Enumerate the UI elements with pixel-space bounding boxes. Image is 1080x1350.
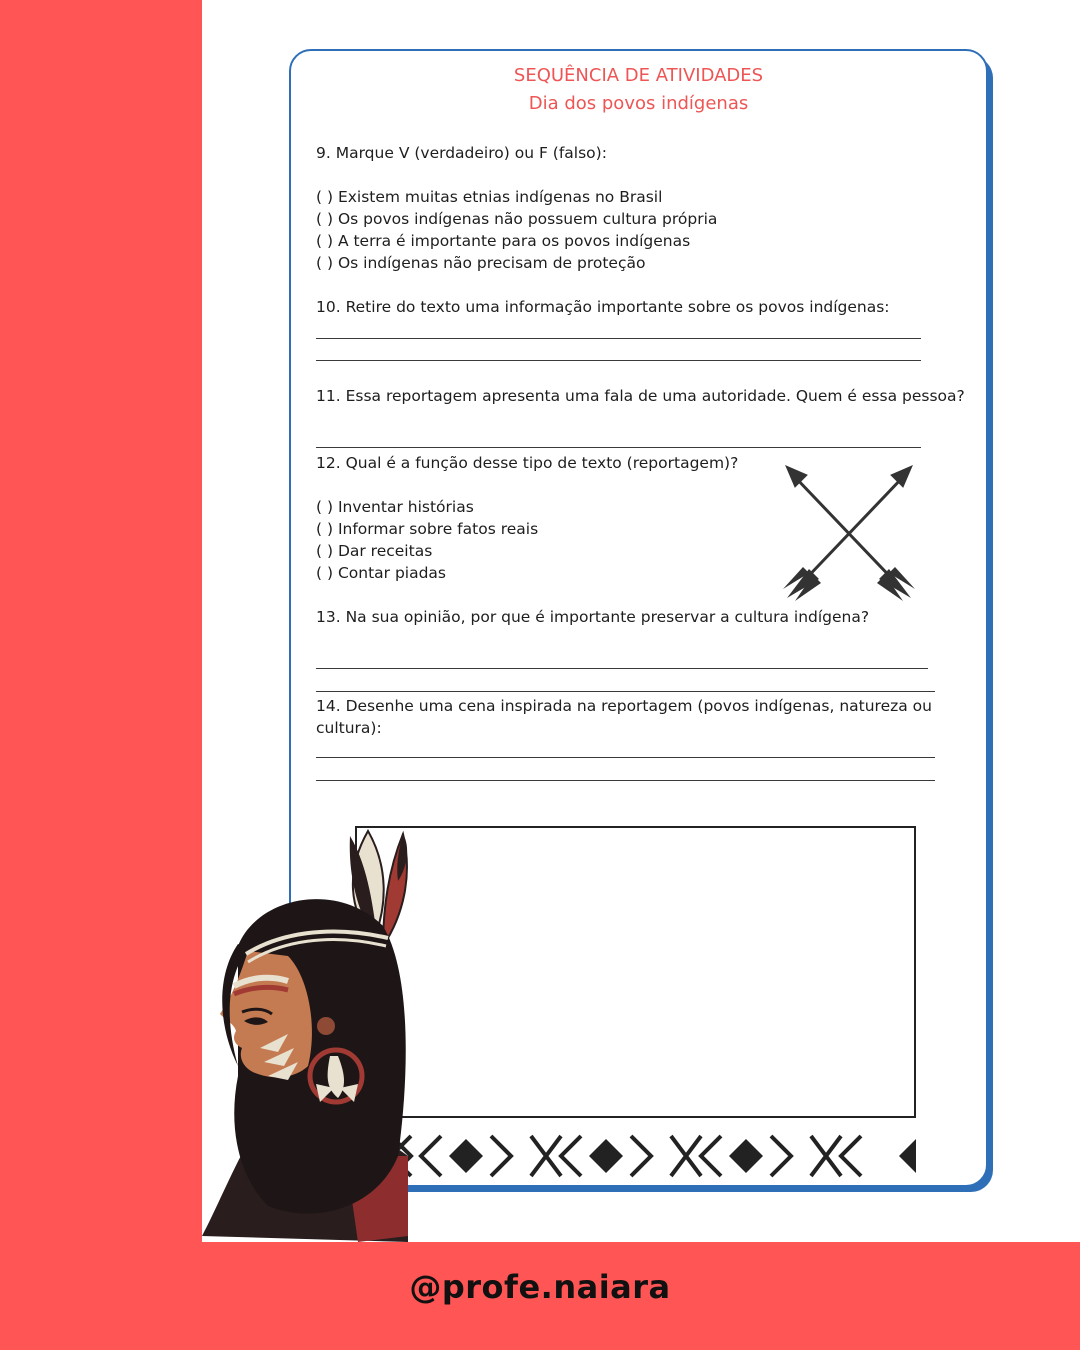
question-12-option: ( ) Inventar histórias — [316, 498, 474, 516]
answer-line[interactable] — [316, 757, 935, 758]
question-13-prompt: 13. Na sua opinião, por que é importante preservar a cultura indígena? — [316, 608, 870, 626]
question-10-prompt: 10. Retire do texto uma informação importante sobre os povos indígenas: — [316, 298, 890, 316]
question-14-prompt: 14. Desenhe uma cena inspirada na reportagem (povos indígenas, natureza ou cultura): — [316, 697, 932, 737]
indigenous-woman-illustration — [198, 826, 420, 1242]
question-11-prompt: 11. Essa reportagem apresenta uma fala de uma autoridade. Quem é essa pessoa? — [316, 387, 965, 405]
question-12-option: ( ) Informar sobre fatos reais — [316, 520, 539, 538]
question-9-prompt: 9. Marque V (verdadeiro) ou F (falso): — [316, 144, 607, 162]
drawing-area[interactable] — [355, 826, 916, 1118]
answer-line[interactable] — [316, 668, 928, 669]
crossed-arrows-icon — [779, 461, 919, 601]
question-12-option: ( ) Dar receitas — [316, 542, 433, 560]
tribal-pattern — [391, 1131, 916, 1181]
worksheet-title: SEQUÊNCIA DE ATIVIDADES — [513, 65, 764, 86]
question-9-option: ( ) Os indígenas não precisam de proteção — [316, 254, 646, 272]
answer-line[interactable] — [316, 691, 935, 692]
answer-line[interactable] — [316, 447, 921, 448]
question-12-prompt: 12. Qual é a função desse tipo de texto (reportagem)? — [316, 454, 739, 472]
worksheet-subtitle: Dia dos povos indígenas — [528, 93, 749, 114]
question-9-option: ( ) Os povos indígenas não possuem cultura própria — [316, 210, 718, 228]
question-9-option: ( ) A terra é importante para os povos indígenas — [316, 232, 691, 250]
question-9-option: ( ) Existem muitas etnias indígenas no Brasil — [316, 188, 663, 206]
author-handle: @profe.naiara — [409, 1268, 671, 1306]
answer-line[interactable] — [316, 780, 935, 781]
question-12-option: ( ) Contar piadas — [316, 564, 447, 582]
answer-line[interactable] — [316, 338, 921, 339]
answer-line[interactable] — [316, 360, 921, 361]
